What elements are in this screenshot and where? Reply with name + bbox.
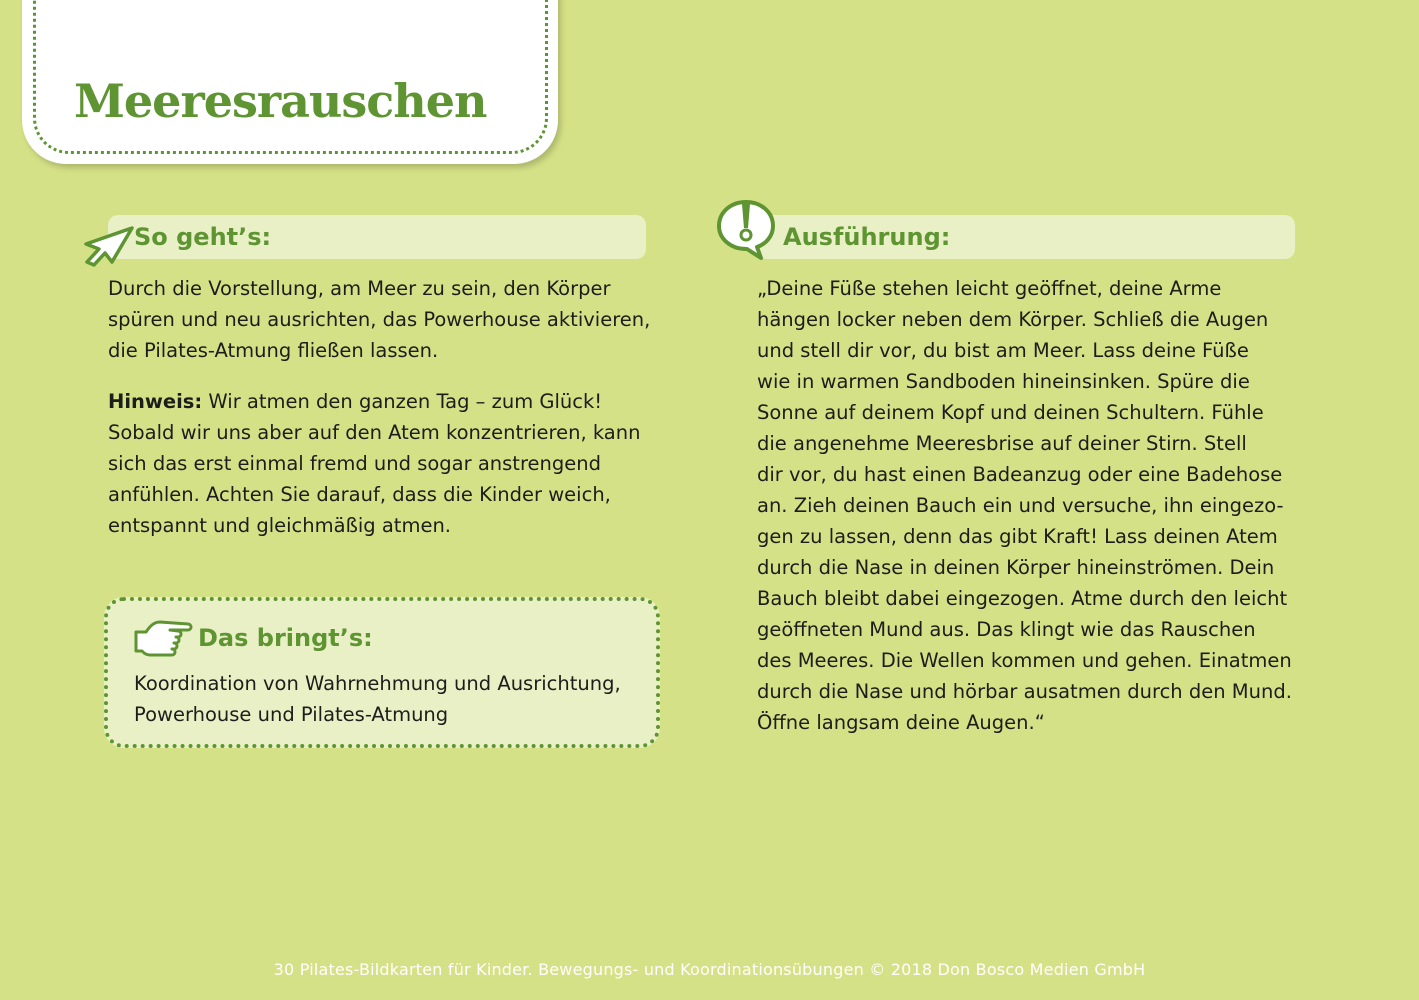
ausfuehrung-line: „Deine Füße stehen leicht geöffnet, deine Arme [757, 277, 1222, 300]
das-bringts-line: Powerhouse und Pilates-Atmung [134, 703, 449, 726]
das-bringts-line: Koordination von Wahrnehmung und Ausrichtung, [134, 672, 621, 695]
hinweis-line: sich das erst einmal fremd und sogar anstrengend [108, 452, 602, 475]
hinweis-line: entspannt und gleichmäßig atmen. [108, 514, 452, 537]
ausfuehrung-text [757, 273, 1292, 738]
so-gehts-line: spüren und neu ausrichten, das Powerhouse aktivieren, [108, 308, 651, 331]
hinweis-text [108, 386, 640, 541]
ausfuehrung-line: durch die Nase in deinen Körper hineinströmen. Dein [757, 556, 1275, 579]
ausfuehrung-line: Öffne langsam deine Augen.“ [757, 711, 1045, 734]
so-gehts-text [108, 273, 650, 366]
ausfuehrung-line: hängen locker neben dem Körper. Schließ die Augen [757, 308, 1269, 331]
footer-copyright: 30 Pilates-Bildkarten für Kinder. Bewegungs- und Koordinationsübungen © 2018 Don Bosco Medien GmbH [273, 960, 1146, 979]
ausfuehrung-line: wie in warmen Sandboden hineinsinken. Spüre die [757, 370, 1250, 393]
das-bringts-text [134, 668, 621, 730]
ausfuehrung-line: geöffneten Mund aus. Das klingt wie das Rauschen [757, 618, 1256, 641]
hinweis-first-line [108, 386, 640, 417]
ausfuehrung-line: des Meeres. Die Wellen kommen und gehen. Einatmen [757, 649, 1292, 672]
hinweis-first-line-text: Wir atmen den ganzen Tag – zum Glück! [202, 390, 603, 413]
ausfuehrung-line: Sonne auf deinem Kopf und deinen Schultern. Fühle [757, 401, 1264, 424]
ausfuehrung-line: an. Zieh deinen Bauch ein und versuche, ihn eingezo- [757, 494, 1284, 517]
so-gehts-heading: So geht’s: [134, 223, 272, 251]
ausfuehrung-line: gen zu lassen, denn das gibt Kraft! Lass deinen Atem [757, 525, 1278, 548]
pointing-hand-icon [132, 618, 194, 660]
so-gehts-line: die Pilates-Atmung fließen lassen. [108, 339, 439, 362]
so-gehts-line: Durch die Vorstellung, am Meer zu sein, den Körper [108, 277, 611, 300]
page-title: Meeresrauschen [74, 74, 487, 128]
ausfuehrung-heading: Ausführung: [783, 223, 951, 251]
hinweis-line: anfühlen. Achten Sie darauf, dass die Kinder weich, [108, 483, 611, 506]
ausfuehrung-line: und stell dir vor, du bist am Meer. Lass deine Füße [757, 339, 1249, 362]
hinweis-label: Hinweis: [108, 390, 203, 413]
ausfuehrung-line: durch die Nase und hörbar ausatmen durch den Mund. [757, 680, 1292, 703]
pointer-arrow-icon [82, 224, 136, 268]
ausfuehrung-line: dir vor, du hast einen Badeanzug oder eine Badehose [757, 463, 1283, 486]
speech-bubble-exclamation-icon [713, 196, 779, 262]
hinweis-line: Sobald wir uns aber auf den Atem konzentrieren, kann [108, 421, 641, 444]
ausfuehrung-line: die angenehme Meeresbrise auf deiner Stirn. Stell [757, 432, 1247, 455]
ausfuehrung-line: Bauch bleibt dabei eingezogen. Atme durch den leicht [757, 587, 1288, 610]
das-bringts-heading: Das bringt’s: [198, 624, 373, 652]
